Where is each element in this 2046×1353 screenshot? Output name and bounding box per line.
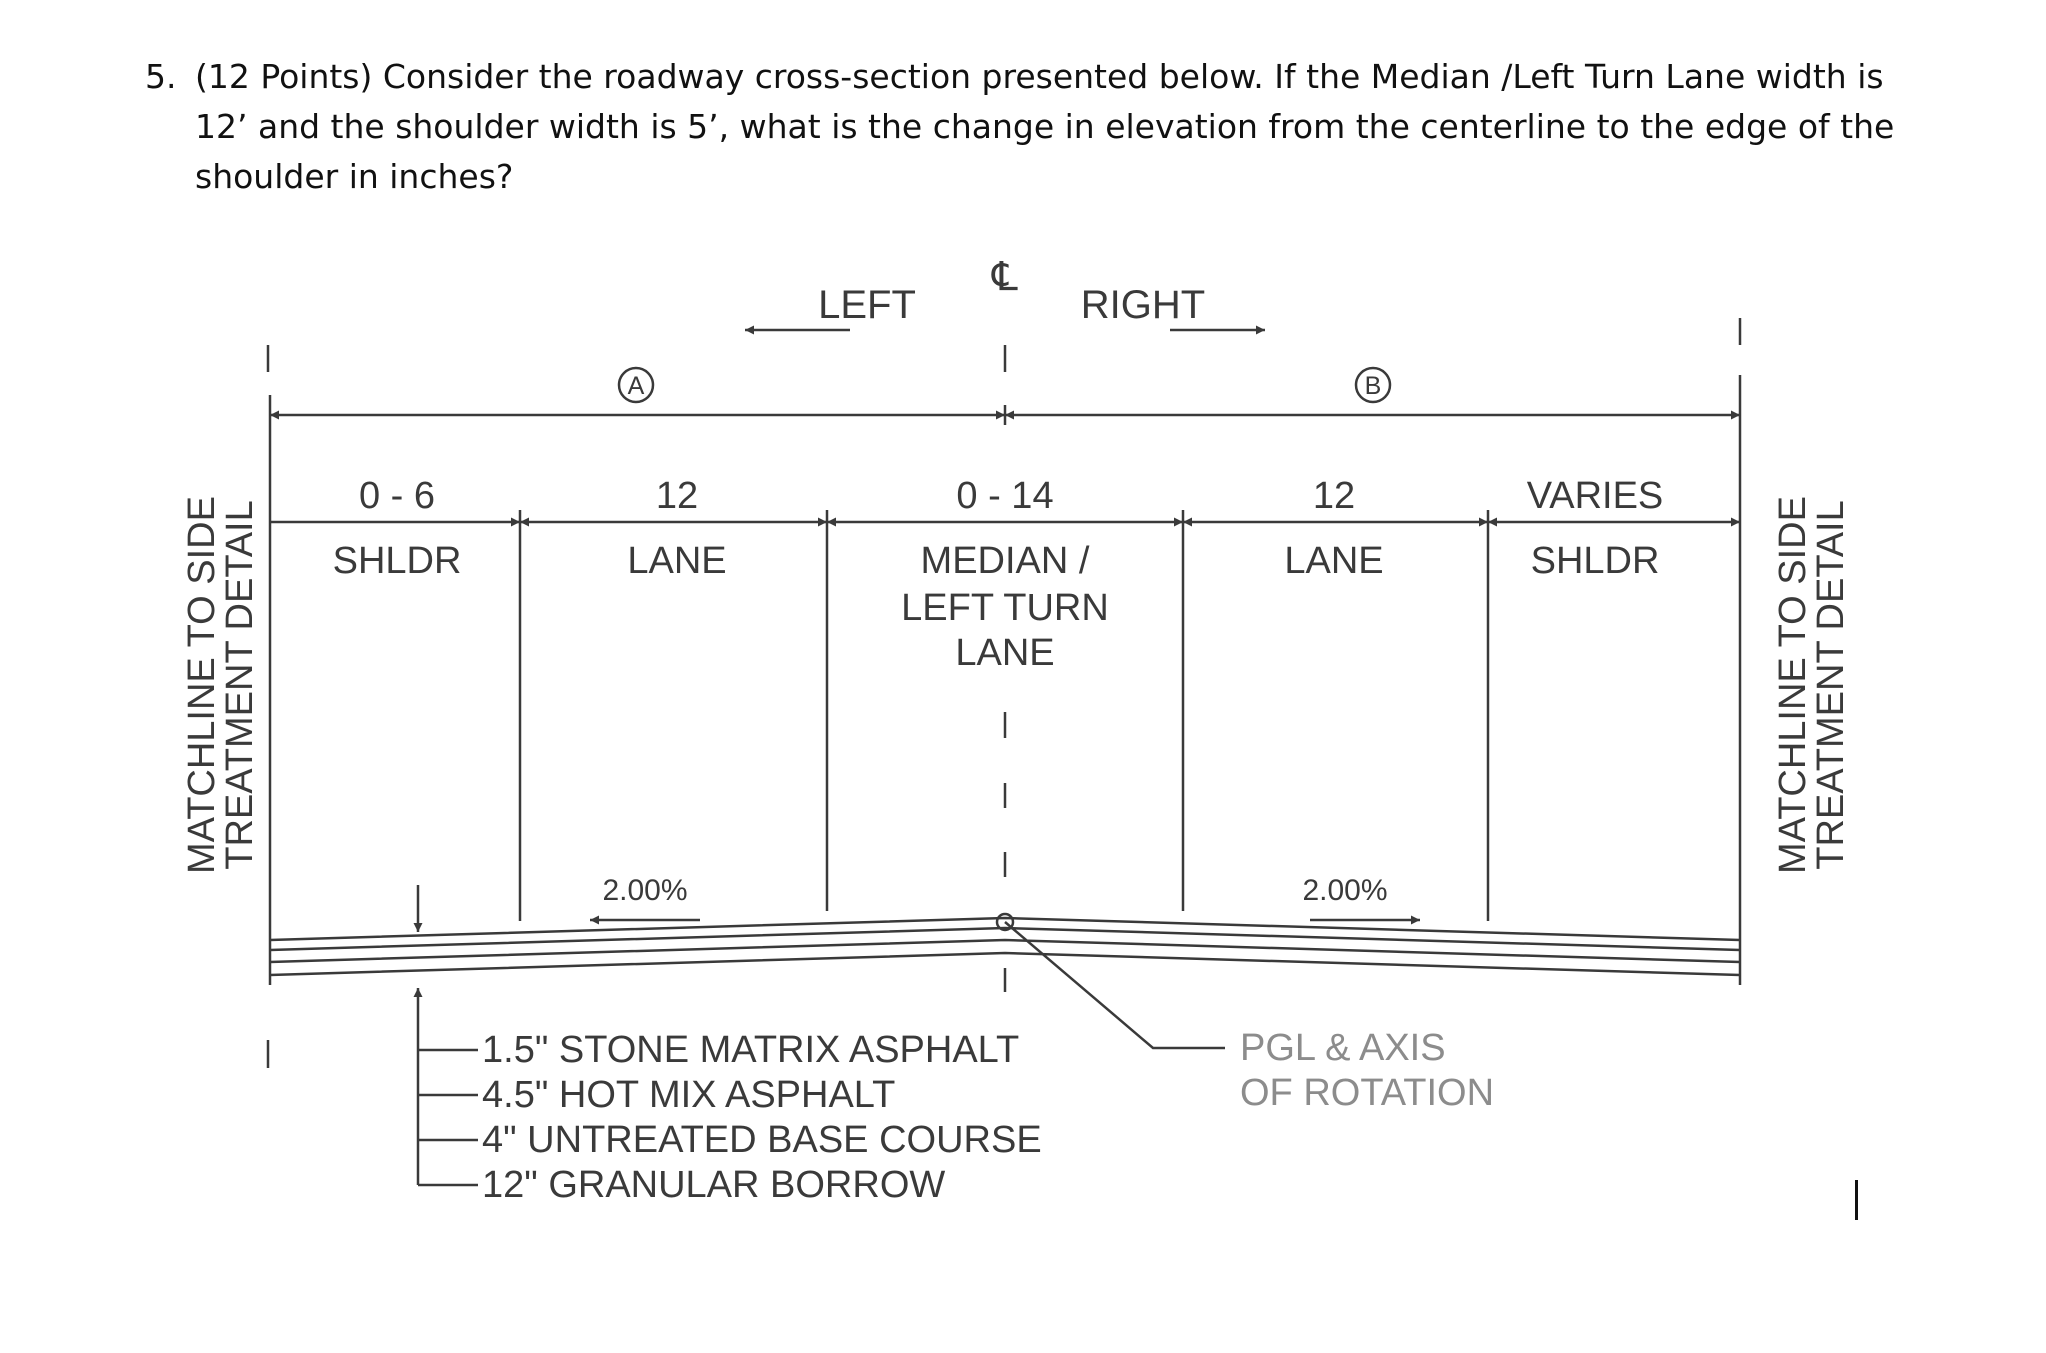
direction-right-label: RIGHT — [1080, 283, 1206, 327]
layer-callout: 1.5" STONE MATRIX ASPHALT — [482, 1029, 1020, 1071]
segment-label: LANE — [955, 632, 1055, 674]
layer-callout: 4" UNTREATED BASE COURSE — [482, 1119, 1042, 1161]
layer-callout: 4.5" HOT MIX ASPHALT — [482, 1074, 896, 1116]
slope-label-left: 2.00% — [602, 874, 688, 907]
segment-dimension: 0 - 14 — [956, 475, 1054, 517]
question-line-2: 12’ and the shoulder width is 5’, what is the change in elevation from the centerline to the edge of the — [195, 107, 1895, 146]
matchline-label-right: MATCHLINE TO SIDE — [1772, 496, 1814, 874]
matchline-label-right: TREATMENT DETAIL — [1810, 500, 1852, 870]
segment-label: LANE — [627, 540, 727, 582]
segment-dimension: 12 — [1312, 475, 1356, 517]
slope-label-right: 2.00% — [1302, 874, 1388, 907]
question-line-1: (12 Points) Consider the roadway cross-section presented below. If the Median /Left Turn Lane width is — [195, 57, 1884, 96]
segment-dimension: 12 — [655, 475, 699, 517]
question-number: 5. — [145, 57, 177, 96]
segment-label: SHLDR — [1530, 540, 1660, 582]
pgl-label: OF ROTATION — [1240, 1072, 1495, 1114]
matchline-label-left: MATCHLINE TO SIDE — [181, 496, 223, 874]
centerline-symbol: ℄ — [992, 255, 1018, 299]
side-a-label: A — [627, 372, 645, 400]
pgl-label: PGL & AXIS — [1240, 1027, 1446, 1069]
side-b-label: B — [1364, 372, 1382, 400]
layer-callout: 12" GRANULAR BORROW — [482, 1164, 946, 1206]
segment-label: LANE — [1284, 540, 1384, 582]
matchline-label-left: TREATMENT DETAIL — [219, 500, 261, 870]
direction-left-label: LEFT — [818, 283, 916, 327]
text-cursor — [1855, 1180, 1858, 1220]
segment-label: LEFT TURN — [901, 587, 1109, 629]
segment-label: MEDIAN / — [920, 540, 1090, 582]
segment-dimension: VARIES — [1526, 475, 1664, 517]
segment-dimension: 0 - 6 — [358, 475, 436, 517]
segment-label: SHLDR — [332, 540, 462, 582]
question-line-3: shoulder in inches? — [195, 157, 514, 196]
